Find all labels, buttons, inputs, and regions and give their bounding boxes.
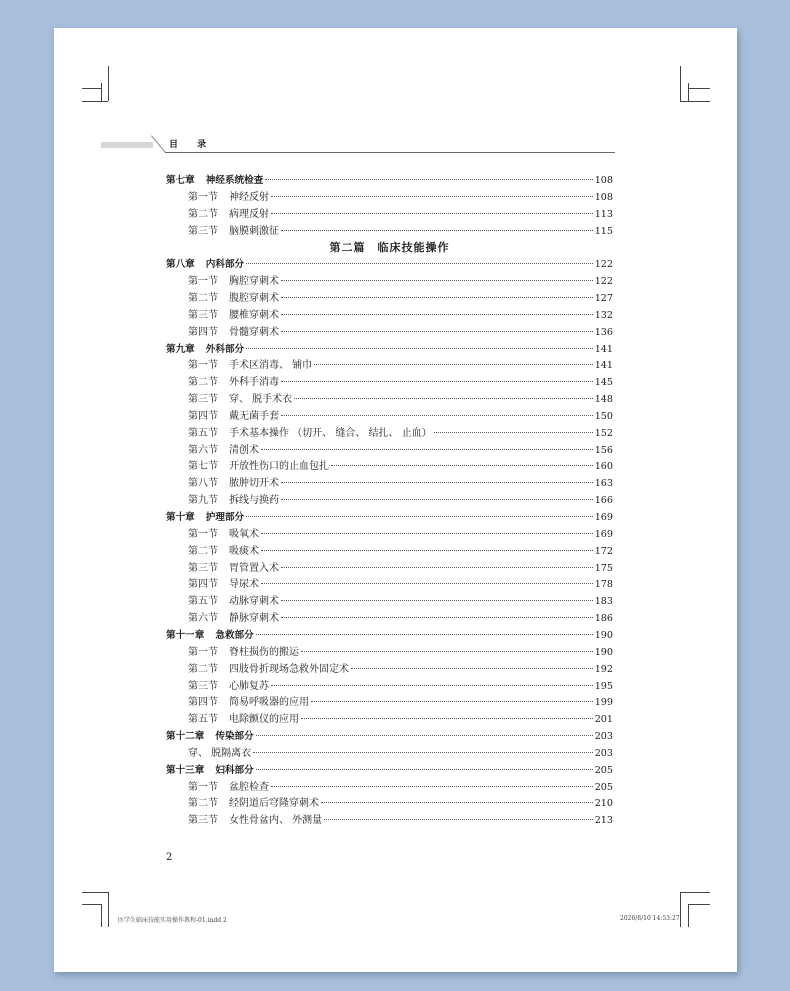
toc-entry-title: 脊柱损伤的搬运 — [229, 647, 299, 658]
toc-entry-label — [188, 645, 299, 661]
toc-entry-title: 脑膜刺激征 — [229, 226, 279, 237]
toc-page-number: 205 — [594, 765, 613, 776]
dot-leader — [271, 212, 593, 214]
toc-entry-title: 骨髓穿刺术 — [229, 327, 279, 338]
slug-filename: 医学生临床技能实用操作教程-01.indd 2 — [118, 917, 227, 924]
toc-entry-title: 简易呼吸器的应用 — [229, 697, 309, 708]
toc-entry-title: 清创术 — [229, 445, 259, 456]
dot-leader — [246, 515, 593, 517]
crop-mark — [82, 101, 108, 102]
toc-entry-title: 外科手消毒 — [229, 377, 279, 388]
running-header — [101, 136, 615, 152]
toc-entry-label — [188, 358, 312, 374]
toc-entry-label — [188, 746, 251, 762]
toc-section-entry[interactable] — [188, 527, 613, 543]
toc-page-number: 203 — [594, 748, 613, 759]
toc-page-number: 172 — [594, 546, 613, 557]
dot-leader — [246, 347, 593, 349]
toc-section-entry[interactable] — [188, 207, 613, 223]
toc-page-number: 201 — [594, 714, 613, 725]
toc-entry-title: 动脉穿刺术 — [229, 596, 279, 607]
toc-section-entry[interactable] — [188, 291, 613, 307]
toc-entry-label — [188, 291, 279, 307]
toc-entry-number: 第六节 — [188, 613, 218, 624]
dot-leader — [261, 549, 593, 551]
crop-mark — [680, 892, 710, 893]
toc-entry-label — [188, 190, 269, 206]
toc-entry-number: 第八章 — [166, 259, 195, 270]
toc-chapter-entry[interactable] — [166, 763, 613, 779]
dot-leader — [321, 801, 593, 803]
crop-mark — [108, 892, 109, 927]
dot-leader — [301, 650, 593, 652]
toc-page-number: 190 — [594, 630, 613, 641]
dot-leader — [256, 734, 593, 736]
dot-leader — [281, 330, 593, 332]
dot-leader — [434, 431, 593, 433]
toc-entry-number: 第十章 — [166, 512, 195, 523]
toc-entry-number: 第二节 — [188, 377, 218, 388]
toc-entry-number: 第二节 — [188, 293, 218, 304]
toc-entry-title: 盆腔检查 — [229, 782, 269, 793]
crop-mark — [82, 892, 108, 893]
toc-entry-number: 第三节 — [188, 815, 218, 826]
toc-page-number: 195 — [594, 681, 613, 692]
toc-section-entry[interactable] — [188, 695, 613, 711]
header-title: 目 录 — [169, 140, 215, 150]
toc-entry-label — [166, 763, 254, 779]
dot-leader — [314, 363, 593, 365]
toc-page-number: 148 — [594, 394, 613, 405]
toc-entry-label — [188, 493, 279, 509]
toc-entry-title: 传染部分 — [215, 731, 254, 742]
dot-leader — [281, 313, 593, 315]
toc-entry-title: 吸氧术 — [229, 529, 259, 540]
toc-chapter-entry[interactable] — [166, 342, 613, 358]
dot-leader — [271, 785, 593, 787]
toc-entry-number: 第十一章 — [166, 630, 205, 641]
toc-entry-number: 第二节 — [188, 664, 218, 675]
crop-mark — [680, 101, 710, 102]
toc-entry-number: 第十三章 — [166, 765, 205, 776]
toc-entry-number: 第五节 — [188, 596, 218, 607]
toc-entry-label — [188, 712, 299, 728]
toc-entry-label — [188, 459, 329, 475]
toc-section-entry[interactable] — [188, 813, 613, 829]
toc-page-number: 199 — [594, 697, 613, 708]
toc-entry-title: 内科部分 — [205, 259, 245, 270]
toc-section-entry[interactable] — [188, 544, 613, 560]
toc-page-number: 169 — [594, 529, 613, 540]
toc-entry-label — [188, 274, 279, 290]
toc-section-entry[interactable] — [188, 443, 613, 459]
crop-mark — [101, 904, 102, 927]
toc-entry-title: 腰椎穿刺术 — [229, 310, 279, 321]
dot-leader — [281, 616, 593, 618]
toc-entry-number: 第三节 — [188, 563, 218, 574]
dot-leader — [301, 717, 593, 719]
toc-entry-label — [188, 796, 319, 812]
crop-mark — [688, 904, 689, 927]
toc-entry-number: 第十二章 — [166, 731, 205, 742]
toc-chapter-entry[interactable] — [166, 510, 613, 526]
crop-mark — [688, 83, 689, 101]
dot-leader — [265, 178, 592, 180]
dot-leader — [281, 481, 593, 483]
toc-section-entry[interactable] — [188, 409, 613, 425]
toc-entry-title: 胃管置入术 — [229, 563, 279, 574]
toc-entry-title: 脓肿切开术 — [229, 478, 279, 489]
toc-entry-number: 第二节 — [188, 798, 218, 809]
toc-page-number: 145 — [594, 377, 613, 388]
toc-entry-number: 第七节 — [188, 461, 218, 472]
toc-entry-number: 第一节 — [188, 360, 218, 371]
toc-entry-label — [188, 443, 259, 459]
toc-entry-title: 吸痰术 — [229, 546, 259, 557]
toc-page-number: 205 — [594, 782, 613, 793]
toc-entry-title: 电除颤仪的应用 — [229, 714, 299, 725]
toc-entry-label — [166, 628, 254, 644]
dot-leader — [324, 818, 593, 820]
dot-leader — [294, 397, 593, 399]
toc-entry-number: 第四节 — [188, 327, 218, 338]
toc-entry-number: 第三节 — [188, 394, 218, 405]
dot-leader — [261, 582, 593, 584]
toc-page-number: 156 — [594, 445, 613, 456]
toc-entry-label — [188, 325, 279, 341]
toc-chapter-entry[interactable] — [166, 628, 613, 644]
toc-section-entry[interactable] — [188, 746, 613, 762]
toc-section-entry[interactable] — [188, 375, 613, 391]
toc-entry-title: 外科部分 — [205, 344, 245, 355]
toc-section-entry[interactable] — [188, 476, 613, 492]
toc-entry-label — [188, 375, 279, 391]
toc-section-entry[interactable] — [188, 325, 613, 341]
dot-leader — [271, 195, 593, 197]
dot-leader — [281, 599, 593, 601]
toc-entry-label — [166, 257, 244, 273]
toc-entry-label — [188, 594, 279, 610]
page-number: 2 — [166, 852, 173, 863]
dot-leader — [256, 633, 593, 635]
toc-entry-title: 神经系统检查 — [205, 175, 264, 186]
toc-entry-number: 第二节 — [188, 546, 218, 557]
slug-timestamp: 2026/8/10 14:53:27 — [620, 915, 680, 922]
toc-entry-label — [166, 510, 244, 526]
crop-mark — [680, 892, 681, 927]
toc-chapter-entry[interactable] — [166, 173, 613, 189]
toc-entry-title: 穿、 脱手术衣 — [229, 394, 293, 405]
dot-leader — [281, 296, 593, 298]
toc-section-entry[interactable] — [188, 780, 613, 796]
toc-entry-number: 第八节 — [188, 478, 218, 489]
toc-entry-number: 第二节 — [188, 209, 218, 220]
toc-chapter-entry[interactable] — [166, 729, 613, 745]
toc-entry-number: 第一节 — [188, 192, 218, 203]
toc-page-number: 169 — [594, 512, 613, 523]
toc-section-entry[interactable] — [188, 224, 613, 240]
dot-leader — [261, 448, 593, 450]
toc-page-number: 163 — [594, 478, 613, 489]
toc-section-entry[interactable] — [188, 796, 613, 812]
toc-entry-number: 第四节 — [188, 697, 218, 708]
dot-leader — [261, 532, 593, 534]
toc-section-entry[interactable] — [188, 645, 613, 661]
toc-page-number: 113 — [594, 209, 613, 220]
toc-entry-number: 第九章 — [166, 344, 195, 355]
toc-entry-label — [188, 695, 309, 711]
toc-entry-number: 第六节 — [188, 445, 218, 456]
toc-section-entry[interactable] — [188, 459, 613, 475]
toc-entry-number: 第七章 — [166, 175, 195, 186]
toc-section-entry[interactable] — [188, 712, 613, 728]
toc-entry-number: 第九节 — [188, 495, 218, 506]
toc-page-number: 178 — [594, 579, 613, 590]
toc-page-number: 166 — [594, 495, 613, 506]
toc-entry-title: 经阴道后穹隆穿刺术 — [229, 798, 319, 809]
toc-entry-label — [188, 662, 349, 678]
toc-entry-title: 腹腔穿刺术 — [229, 293, 279, 304]
toc-entry-number: 第四节 — [188, 579, 218, 590]
crop-mark — [108, 66, 109, 101]
header-slant — [151, 135, 166, 152]
dot-leader — [281, 498, 593, 500]
toc-entry-label — [188, 308, 279, 324]
toc-page-number: 141 — [594, 344, 613, 355]
toc-entry-label — [188, 679, 269, 695]
toc-page-number: 150 — [594, 411, 613, 422]
toc-entry-title: 拆线与换药 — [229, 495, 279, 506]
toc-entry-title: 神经反射 — [229, 192, 269, 203]
toc-entry-number: 第一节 — [188, 782, 218, 793]
toc-page-number: 186 — [594, 613, 613, 624]
toc-page-number: 160 — [594, 461, 613, 472]
toc-entry-title: 戴无菌手套 — [229, 411, 279, 422]
toc-entry-title: 病理反射 — [229, 209, 269, 220]
toc-section-entry[interactable] — [188, 493, 613, 509]
toc-entry-number: 第三节 — [188, 310, 218, 321]
toc-entry-label — [188, 577, 259, 593]
toc-entry-number: 第一节 — [188, 647, 218, 658]
toc-section-entry[interactable] — [188, 426, 613, 442]
dot-leader — [256, 768, 593, 770]
toc-entry-label — [166, 342, 244, 358]
toc-entry-title: 导尿术 — [229, 579, 259, 590]
toc-entry-title: 急救部分 — [215, 630, 254, 641]
toc-entry-label — [188, 611, 279, 627]
toc-page-number: 183 — [594, 596, 613, 607]
dot-leader — [311, 700, 593, 702]
toc-section-entry[interactable] — [188, 662, 613, 678]
toc-page-number: 210 — [594, 798, 613, 809]
dot-leader — [281, 414, 593, 416]
toc-entry-label — [188, 544, 259, 560]
toc-page-number: 122 — [594, 276, 613, 287]
dot-leader — [246, 262, 593, 264]
toc-page-number: 213 — [594, 815, 613, 826]
toc-section-entry[interactable] — [188, 577, 613, 593]
crop-mark — [688, 904, 710, 905]
toc-page-number: 108 — [594, 175, 613, 186]
toc-entry-title: 手术区消毒、 铺巾 — [229, 360, 313, 371]
dot-leader — [351, 667, 593, 669]
toc-entry-title: 妇科部分 — [215, 765, 254, 776]
dot-leader — [253, 751, 593, 753]
toc-entry-label — [188, 527, 259, 543]
dot-leader — [281, 279, 593, 281]
crop-mark — [680, 66, 681, 101]
part-heading — [166, 240, 613, 256]
toc-entry-number: 第五节 — [188, 714, 218, 725]
toc-section-entry[interactable] — [188, 611, 613, 627]
toc-entry-number: 第四节 — [188, 411, 218, 422]
toc-entry-label — [166, 173, 263, 189]
part-title: 第二篇 临床技能操作 — [329, 241, 450, 254]
toc-entry-number: 第三节 — [188, 681, 218, 692]
crop-mark — [82, 904, 101, 905]
toc-page-number: 141 — [594, 360, 613, 371]
dot-leader — [331, 464, 593, 466]
toc-section-entry[interactable] — [188, 679, 613, 695]
toc-section-entry[interactable] — [188, 308, 613, 324]
crop-mark — [101, 83, 102, 101]
toc-entry-number: 第一节 — [188, 276, 218, 287]
toc-entry-label — [188, 392, 292, 408]
toc-page-number: 132 — [594, 310, 613, 321]
toc-page-number: 115 — [594, 226, 613, 237]
toc-section-entry[interactable] — [188, 358, 613, 374]
toc-entry-title: 穿、 脱隔离衣 — [188, 748, 252, 759]
toc-entry-title: 女性骨盆内、 外测量 — [229, 815, 323, 826]
dot-leader — [281, 229, 593, 231]
toc-section-entry[interactable] — [188, 594, 613, 610]
document-page — [54, 28, 737, 972]
toc-entry-title: 心肺复苏 — [229, 681, 269, 692]
toc-page-number: 203 — [594, 731, 613, 742]
toc-entry-label — [188, 813, 322, 829]
toc-section-entry[interactable] — [188, 274, 613, 290]
toc-entry-label — [166, 729, 254, 745]
crop-mark — [688, 88, 710, 89]
toc-entry-label — [188, 207, 269, 223]
header-rule — [165, 152, 615, 153]
toc-section-entry[interactable] — [188, 392, 613, 408]
toc-page-number: 192 — [594, 664, 613, 675]
toc-section-entry[interactable] — [188, 561, 613, 577]
toc-entry-label — [188, 561, 279, 577]
toc-entry-number: 第三节 — [188, 226, 218, 237]
toc-entry-title: 胸腔穿刺术 — [229, 276, 279, 287]
dot-leader — [281, 566, 593, 568]
toc-entry-label — [188, 426, 432, 442]
crop-mark — [82, 88, 101, 89]
toc-chapter-entry[interactable] — [166, 257, 613, 273]
toc-page-number: 127 — [594, 293, 613, 304]
toc-entry-label — [188, 780, 269, 796]
toc-entry-label — [188, 409, 279, 425]
dot-leader — [271, 684, 593, 686]
toc-section-entry[interactable] — [188, 190, 613, 206]
toc-page-number: 136 — [594, 327, 613, 338]
toc-entry-title: 四肢骨折现场急救外固定术 — [229, 664, 349, 675]
toc-page-number: 122 — [594, 259, 613, 270]
toc-page-number: 152 — [594, 428, 613, 439]
toc-entry-title: 静脉穿刺术 — [229, 613, 279, 624]
toc-page-number: 190 — [594, 647, 613, 658]
toc-entry-title: 开放性伤口的止血包扎 — [229, 461, 329, 472]
toc-entry-number: 第五节 — [188, 428, 218, 439]
toc-entry-number: 第一节 — [188, 529, 218, 540]
toc-page-number: 108 — [594, 192, 613, 203]
toc-page-number: 175 — [594, 563, 613, 574]
toc-entry-label — [188, 476, 279, 492]
dot-leader — [281, 380, 593, 382]
toc-entry-title: 护理部分 — [205, 512, 245, 523]
header-bar — [101, 142, 153, 148]
toc-entry-label — [188, 224, 279, 240]
toc-entry-title: 手术基本操作 （切开、 缝合、 结扎、 止血） — [229, 428, 432, 439]
